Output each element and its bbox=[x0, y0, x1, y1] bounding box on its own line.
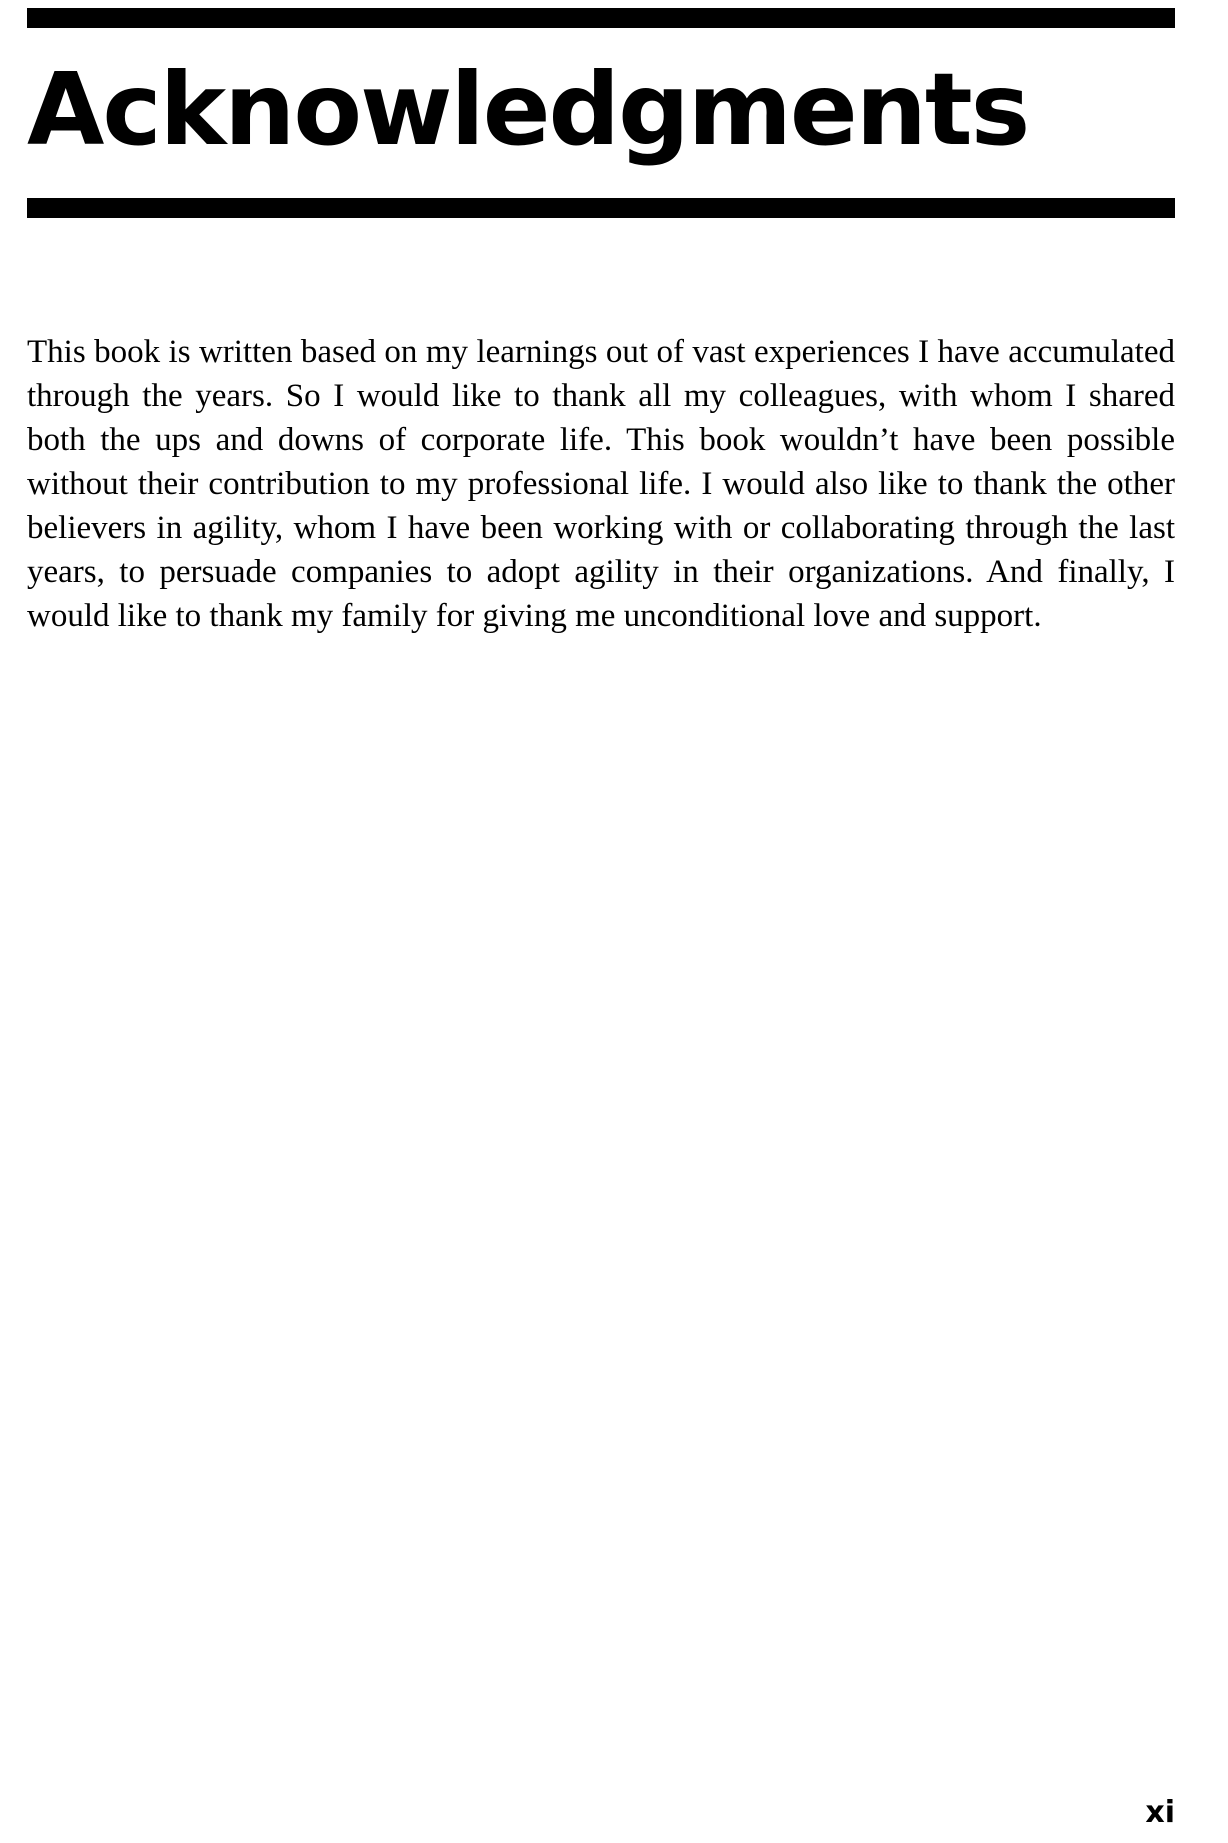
acknowledgments-paragraph: This book is written based on my learnings out of vast experiences I have accumulated through the years. So I would like to thank all my colleagues, with whom I shared both the ups and downs of corporate life. This book wouldn’t have been possible without their contribution to my professional life. I would also like to thank the other believers in agility, whom I have been working with or collaborating through the last years, to persuade companies to adopt agility in their organizations. And finally, I would like to thank my family for giving me unconditional love and support. bbox=[27, 334, 1175, 634]
top-rule bbox=[27, 8, 1175, 28]
chapter-title: Acknowledgments bbox=[27, 51, 1029, 168]
page-number: xi bbox=[1145, 1795, 1175, 1830]
bottom-rule bbox=[27, 198, 1175, 218]
